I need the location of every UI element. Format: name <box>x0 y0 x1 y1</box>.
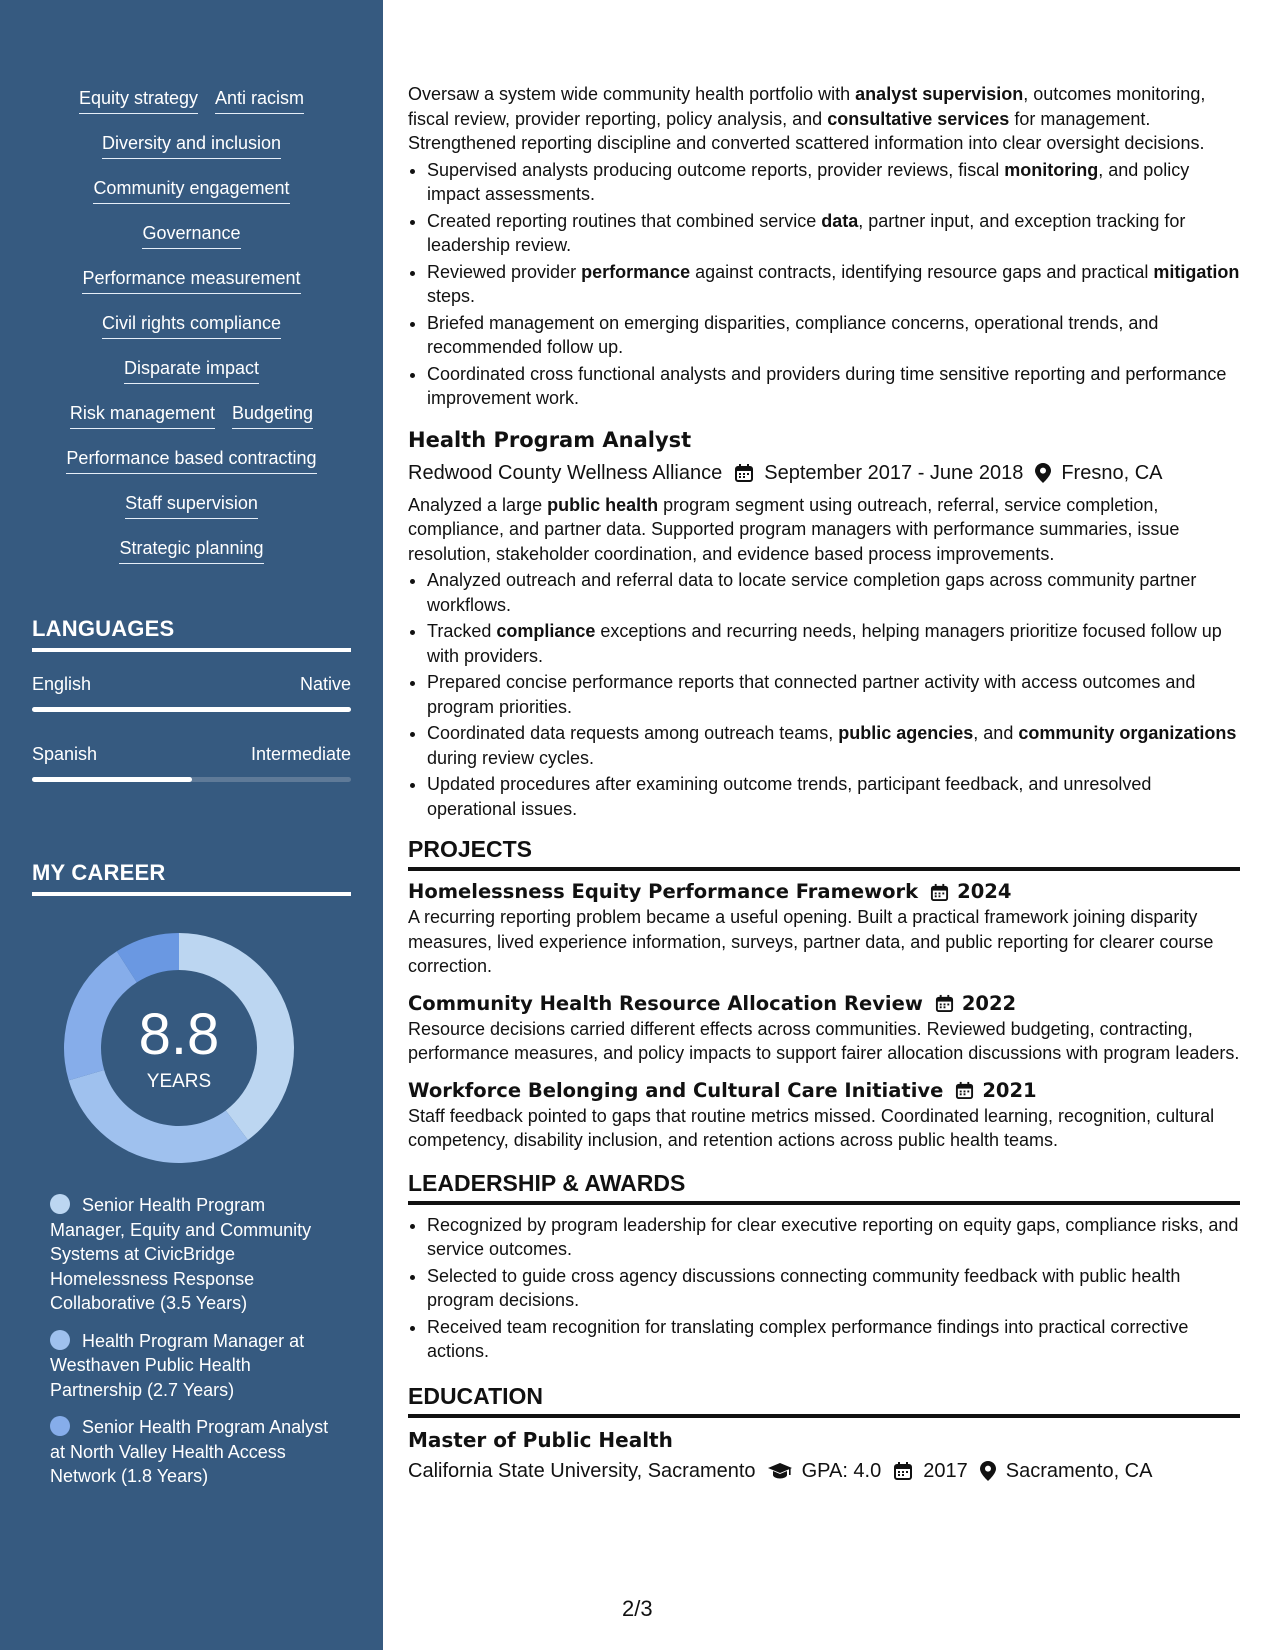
job-title: Health Program Analyst <box>408 427 692 452</box>
award-item: • Received team recognition for translating complex performance findings into practical corrective actions. <box>427 1315 1240 1364</box>
language-item <box>32 744 351 782</box>
skill-tag: Staff supervision <box>125 490 258 519</box>
skill-tag: Diversity and inclusion <box>102 130 281 159</box>
project-description: Resource decisions carried different effects across communities. Reviewed budgeting, contracting, performance measures, and policy impacts to support fairer allocation discussions with program leaders. <box>408 1018 1240 1063</box>
award-item: • Recognized by program leadership for clear executive reporting on equity gaps, compliance risks, and service outcomes. <box>427 1213 1240 1262</box>
skill-tag: Performance measurement <box>82 265 300 294</box>
skill-row <box>0 355 383 400</box>
skill-row <box>0 85 383 130</box>
skill-row <box>0 445 383 490</box>
job-bullet: • Updated procedures after examining outcome trends, participant feedback, and unresolved operational issues. <box>427 772 1240 821</box>
awards-list <box>408 1213 1240 1364</box>
job-bullets <box>408 568 1240 821</box>
calendar-icon <box>935 994 954 1013</box>
education-meta <box>408 1457 1240 1485</box>
project-title: Workforce Belonging and Cultural Care Initiative <box>408 1078 944 1102</box>
job-bullet: • Supervised analysts producing outcome reports, provider reviews, fiscal monitoring, and policy impact assessments. <box>427 158 1240 207</box>
languages-heading: LANGUAGES <box>32 616 351 652</box>
legend-dot-icon <box>50 1330 70 1350</box>
project-year: 2021 <box>982 1078 1037 1102</box>
job-bullet: • Reviewed provider performance against contracts, identifying resource gaps and practical mitigation steps. <box>427 260 1240 309</box>
skill-tag: Anti racism <box>215 85 304 114</box>
skill-tag: Disparate impact <box>124 355 259 384</box>
projects-list <box>408 879 1240 1153</box>
education-year: 2017 <box>923 1459 968 1482</box>
project-title: Homelessness Equity Performance Framework <box>408 880 919 903</box>
job-meta <box>408 459 1240 487</box>
calendar-icon <box>955 1081 974 1100</box>
calendar-icon <box>734 463 754 483</box>
skill-tag: Risk management <box>70 400 215 429</box>
project-header <box>408 1078 1240 1104</box>
project-description: Staff feedback pointed to gaps that routine metrics missed. Coordinated learning, recognition, cultural competency, disability inclusion, and retention actions across public health teams. <box>408 1105 1215 1150</box>
project-item <box>408 991 1240 1066</box>
calendar-icon <box>893 1461 913 1481</box>
education-gpa: GPA: 4.0 <box>801 1459 882 1482</box>
career-item-text: Health Program Manager at Westhaven Public Health Partnership (2.7 Years) <box>50 1330 305 1400</box>
education-location: Sacramento, CA <box>1005 1459 1153 1482</box>
skill-tag: Equity strategy <box>79 85 198 114</box>
job-bullet: • Analyzed outreach and referral data to locate service completion gaps across community partner workflows. <box>427 568 1240 617</box>
project-header <box>408 991 1240 1017</box>
career-item <box>50 1193 330 1316</box>
skills-list <box>0 85 383 580</box>
career-donut <box>64 933 294 1163</box>
calendar-icon <box>930 883 949 902</box>
skill-tag: Community engagement <box>93 175 289 204</box>
job-bullet: • Prepared concise performance reports that connected partner activity with access outcomes and program priorities. <box>427 670 1240 719</box>
skill-row <box>0 265 383 310</box>
job-bullet: • Created reporting routines that combined service data, partner input, and exception tracking for leadership review. <box>427 209 1240 258</box>
job-bullet: • Coordinated data requests among outreach teams, public agencies, and community organizations during review cycles. <box>427 721 1240 770</box>
skill-row <box>0 130 383 175</box>
skill-tag: Strategic planning <box>119 535 263 564</box>
language-bar-fill <box>32 707 351 712</box>
career-item <box>50 1415 330 1489</box>
education-degree: Master of Public Health <box>408 1427 673 1452</box>
career-heading: MY CAREER <box>32 860 351 896</box>
job-summary: Oversaw a system wide community health portfolio with analyst supervision, outcomes monitoring, fiscal review, provider reporting, policy analysis, and consultative services for management. Strengthened reporting discipline and converted scattered information into clear oversight decisions. <box>408 84 1206 153</box>
job-bullet: • Tracked compliance exceptions and recurring needs, helping managers prioritize focused follow up with providers. <box>427 619 1240 668</box>
project-title: Community Health Resource Allocation Review <box>408 991 923 1015</box>
project-year: 2024 <box>957 880 1012 903</box>
legend-dot-icon <box>50 1416 70 1436</box>
skill-row <box>0 310 383 355</box>
language-bar <box>32 777 351 782</box>
skill-tag: Governance <box>142 220 240 249</box>
award-item: • Selected to guide cross agency discussions connecting community feedback with public health program decisions. <box>427 1264 1240 1313</box>
project-description: A recurring reporting problem became a useful opening. Built a practical framework joining disparity measures, lived experience information, surveys, partner data, and public reporting for clearer course correction. <box>408 907 1214 976</box>
language-name: Spanish <box>32 744 98 764</box>
career-list <box>50 1193 330 1502</box>
skill-row <box>0 175 383 220</box>
language-item <box>32 674 351 712</box>
years-label: YEARS <box>146 1071 212 1092</box>
job-bullet: • Coordinated cross functional analysts and providers during time sensitive reporting and performance improvement work. <box>427 362 1240 411</box>
job-bullet: • Briefed management on emerging disparities, compliance concerns, operational trends, and recommended follow up. <box>427 311 1240 360</box>
project-item <box>408 1078 1240 1153</box>
career-item-text: Senior Health Program Manager, Equity and Community Systems at CivicBridge Homelessness Response Collaborative (3.5 Years) <box>50 1195 312 1313</box>
graduation-cap-icon <box>768 1462 792 1480</box>
career-item <box>50 1329 330 1403</box>
job-dates: September 2017 - June 2018 <box>764 461 1024 484</box>
education-school: California State University, Sacramento <box>408 1459 756 1482</box>
job-bullets <box>408 158 1240 411</box>
skill-row <box>0 490 383 535</box>
projects-heading: PROJECTS <box>408 835 1240 871</box>
skill-row <box>0 535 383 580</box>
skill-tag: Budgeting <box>232 400 313 429</box>
career-item-text: Senior Health Program Analyst at North Valley Health Access Network (1.8 Years) <box>50 1417 329 1486</box>
location-pin-icon <box>980 1461 996 1481</box>
total-years: 8.8 <box>138 1002 220 1067</box>
skill-row <box>0 400 383 445</box>
project-header <box>408 879 1240 905</box>
location-pin-icon <box>1035 463 1051 483</box>
page-number: 2/3 <box>622 1596 653 1621</box>
job-summary: Analyzed a large public health program segment using outreach, referral, service completion, compliance, and partner data. Supported program managers with performance summaries, issue resolution, stakeholder coordination, and evidence based process improvements. <box>408 494 1180 564</box>
legend-dot-icon <box>50 1194 70 1214</box>
skill-tag: Civil rights compliance <box>102 310 281 339</box>
awards-heading: LEADERSHIP & AWARDS <box>408 1169 1240 1205</box>
skill-row <box>0 220 383 265</box>
education-heading: EDUCATION <box>408 1382 1240 1418</box>
main-content <box>408 82 1240 1485</box>
language-name: English <box>32 674 92 694</box>
language-bar <box>32 707 351 712</box>
skill-tag: Performance based contracting <box>66 445 316 474</box>
project-item <box>408 879 1240 979</box>
language-level: Intermediate <box>250 744 351 764</box>
language-bar-fill <box>32 777 192 782</box>
job-location: Fresno, CA <box>1061 461 1163 484</box>
sidebar <box>0 0 383 1650</box>
company-name: Redwood County Wellness Alliance <box>408 461 723 484</box>
language-level: Native <box>299 674 351 694</box>
project-year: 2022 <box>961 991 1017 1015</box>
